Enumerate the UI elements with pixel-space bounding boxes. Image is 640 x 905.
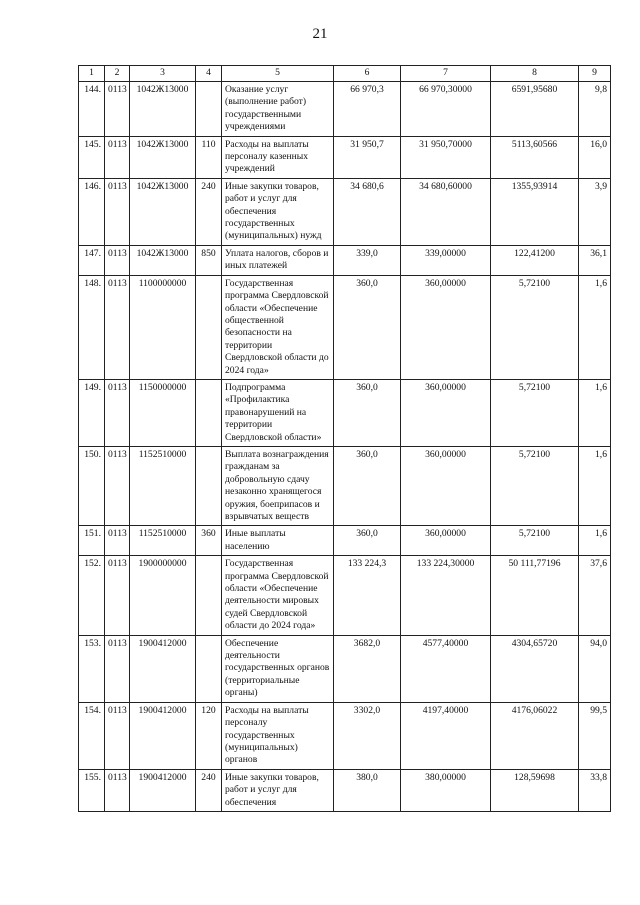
executed-amount: 4304,65720 <box>491 635 579 702</box>
approved-amount: 380,0 <box>334 769 401 811</box>
table-row <box>79 275 611 379</box>
row-number: 144. <box>79 82 105 137</box>
section-code: 0113 <box>105 556 130 635</box>
header-cell: 9 <box>579 66 611 82</box>
expense-type-code <box>196 446 222 525</box>
execution-percent: 1,6 <box>579 275 611 379</box>
expense-type-code <box>196 275 222 379</box>
header-cell: 8 <box>491 66 579 82</box>
approved-amount: 3682,0 <box>334 635 401 702</box>
executed-amount: 5,72100 <box>491 526 579 556</box>
budget-table <box>78 65 611 812</box>
executed-amount: 50 111,77196 <box>491 556 579 635</box>
approved-amount: 360,0 <box>334 526 401 556</box>
item-name: Иные выплаты населению <box>222 526 334 556</box>
table-row <box>79 526 611 556</box>
executed-amount: 122,41200 <box>491 245 579 275</box>
execution-percent: 1,6 <box>579 379 611 446</box>
item-name: Оказание услуг (выполнение работ) государственными учреждениями <box>222 82 334 137</box>
approved-amount: 3302,0 <box>334 702 401 769</box>
target-article-code: 1042Ж13000 <box>130 178 196 245</box>
execution-percent: 1,6 <box>579 446 611 525</box>
approved-amount: 360,0 <box>334 446 401 525</box>
refined-amount: 360,00000 <box>401 275 491 379</box>
header-cell: 6 <box>334 66 401 82</box>
executed-amount: 4176,06022 <box>491 702 579 769</box>
target-article-code: 1152510000 <box>130 446 196 525</box>
expense-type-code <box>196 556 222 635</box>
item-name: Подпрограмма «Профилактика правонарушений на территории Свердловской области» <box>222 379 334 446</box>
item-name: Обеспечение деятельности государственных органов (территориальные органы) <box>222 635 334 702</box>
section-code: 0113 <box>105 82 130 137</box>
item-name: Государственная программа Свердловской области «Обеспечение деятельности мировых судей Свердловской области до 2024 года» <box>222 556 334 635</box>
execution-percent: 36,1 <box>579 245 611 275</box>
expense-type-code: 360 <box>196 526 222 556</box>
refined-amount: 360,00000 <box>401 446 491 525</box>
execution-percent: 37,6 <box>579 556 611 635</box>
refined-amount: 360,00000 <box>401 379 491 446</box>
expense-type-code <box>196 635 222 702</box>
approved-amount: 34 680,6 <box>334 178 401 245</box>
row-number: 148. <box>79 275 105 379</box>
item-name: Иные закупки товаров, работ и услуг для обеспечения <box>222 769 334 811</box>
approved-amount: 339,0 <box>334 245 401 275</box>
table-row <box>79 769 611 811</box>
row-number: 150. <box>79 446 105 525</box>
page-number: 21 <box>312 26 328 42</box>
section-code: 0113 <box>105 275 130 379</box>
table-row <box>79 178 611 245</box>
header-cell: 2 <box>105 66 130 82</box>
approved-amount: 31 950,7 <box>334 136 401 178</box>
expense-type-code: 120 <box>196 702 222 769</box>
expense-type-code: 240 <box>196 769 222 811</box>
section-code: 0113 <box>105 245 130 275</box>
section-code: 0113 <box>105 136 130 178</box>
header-cell: 3 <box>130 66 196 82</box>
row-number: 155. <box>79 769 105 811</box>
row-number: 153. <box>79 635 105 702</box>
section-code: 0113 <box>105 702 130 769</box>
row-number: 151. <box>79 526 105 556</box>
execution-percent: 9,8 <box>579 82 611 137</box>
item-name: Расходы на выплаты персоналу государственных (муниципальных) органов <box>222 702 334 769</box>
expense-type-code <box>196 82 222 137</box>
header-row <box>79 66 611 82</box>
table-row <box>79 379 611 446</box>
executed-amount: 6591,95680 <box>491 82 579 137</box>
refined-amount: 4197,40000 <box>401 702 491 769</box>
item-name: Государственная программа Свердловской области «Обеспечение общественной безопасности на территории Свердловской области до 2024 года» <box>222 275 334 379</box>
refined-amount: 133 224,30000 <box>401 556 491 635</box>
header-cell: 4 <box>196 66 222 82</box>
expense-type-code: 110 <box>196 136 222 178</box>
executed-amount: 5,72100 <box>491 275 579 379</box>
row-number: 147. <box>79 245 105 275</box>
header-cell: 7 <box>401 66 491 82</box>
executed-amount: 5,72100 <box>491 446 579 525</box>
refined-amount: 339,00000 <box>401 245 491 275</box>
table-row <box>79 82 611 137</box>
executed-amount: 128,59698 <box>491 769 579 811</box>
target-article-code: 1100000000 <box>130 275 196 379</box>
table-row <box>79 245 611 275</box>
execution-percent: 1,6 <box>579 526 611 556</box>
item-name: Уплата налогов, сборов и иных платежей <box>222 245 334 275</box>
refined-amount: 360,00000 <box>401 526 491 556</box>
target-article-code: 1900412000 <box>130 702 196 769</box>
refined-amount: 66 970,30000 <box>401 82 491 137</box>
approved-amount: 133 224,3 <box>334 556 401 635</box>
header-cell: 5 <box>222 66 334 82</box>
approved-amount: 66 970,3 <box>334 82 401 137</box>
row-number: 145. <box>79 136 105 178</box>
target-article-code: 1900412000 <box>130 769 196 811</box>
executed-amount: 5,72100 <box>491 379 579 446</box>
row-number: 146. <box>79 178 105 245</box>
table-row <box>79 446 611 525</box>
section-code: 0113 <box>105 379 130 446</box>
table-row <box>79 136 611 178</box>
executed-amount: 1355,93914 <box>491 178 579 245</box>
section-code: 0113 <box>105 526 130 556</box>
item-name: Иные закупки товаров, работ и услуг для обеспечения государственных (муниципальных) нужд <box>222 178 334 245</box>
target-article-code: 1152510000 <box>130 526 196 556</box>
refined-amount: 34 680,60000 <box>401 178 491 245</box>
target-article-code: 1900412000 <box>130 635 196 702</box>
target-article-code: 1150000000 <box>130 379 196 446</box>
execution-percent: 33,8 <box>579 769 611 811</box>
target-article-code: 1900000000 <box>130 556 196 635</box>
refined-amount: 4577,40000 <box>401 635 491 702</box>
table-row <box>79 556 611 635</box>
refined-amount: 380,00000 <box>401 769 491 811</box>
approved-amount: 360,0 <box>334 379 401 446</box>
table-row <box>79 635 611 702</box>
section-code: 0113 <box>105 446 130 525</box>
target-article-code: 1042Ж13000 <box>130 136 196 178</box>
table-body <box>79 82 611 812</box>
header-cell: 1 <box>79 66 105 82</box>
expense-type-code <box>196 379 222 446</box>
execution-percent: 16,0 <box>579 136 611 178</box>
execution-percent: 94,0 <box>579 635 611 702</box>
row-number: 149. <box>79 379 105 446</box>
execution-percent: 3,9 <box>579 178 611 245</box>
execution-percent: 99,5 <box>579 702 611 769</box>
item-name: Расходы на выплаты персоналу казенных учреждений <box>222 136 334 178</box>
executed-amount: 5113,60566 <box>491 136 579 178</box>
refined-amount: 31 950,70000 <box>401 136 491 178</box>
target-article-code: 1042Ж13000 <box>130 82 196 137</box>
section-code: 0113 <box>105 178 130 245</box>
approved-amount: 360,0 <box>334 275 401 379</box>
item-name: Выплата вознаграждения гражданам за добровольную сдачу незаконно хранящегося оружия, боеприпасов и взрывчатых веществ <box>222 446 334 525</box>
section-code: 0113 <box>105 635 130 702</box>
section-code: 0113 <box>105 769 130 811</box>
expense-type-code: 850 <box>196 245 222 275</box>
row-number: 154. <box>79 702 105 769</box>
row-number: 152. <box>79 556 105 635</box>
target-article-code: 1042Ж13000 <box>130 245 196 275</box>
expense-type-code: 240 <box>196 178 222 245</box>
table-row <box>79 702 611 769</box>
